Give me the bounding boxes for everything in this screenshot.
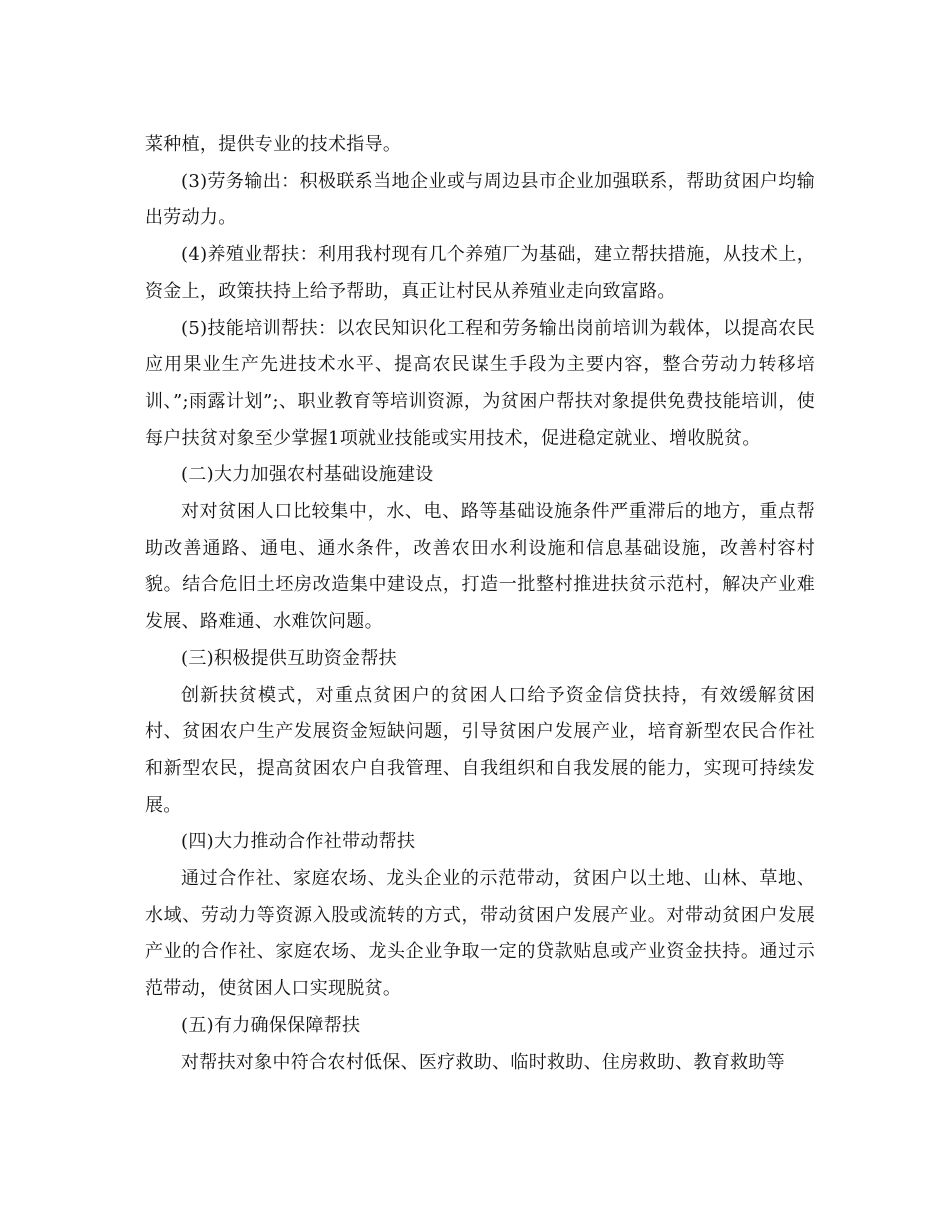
paragraph-labor-export: (3)劳务输出：积极联系当地企业或与周边县市企业加强联系，帮助贫困户均输出劳动力。 (145, 170, 815, 229)
paragraph-mutual-funds: 创新扶贫模式，对重点贫困户的贫困人口给予资金信贷扶持，有效缓解贫困村、贫困农户生产发展资金短缺问题，引导贫困户发展产业，培育新型农民合作社和新型农民，提高贫困农户自我管理、自我组织和自我发展的能力，实现可持续发展。 (145, 684, 815, 816)
paragraph-breeding-support: (4)养殖业帮扶：利用我村现有几个养殖厂为基础，建立帮扶措施，从技术上，资金上，政策扶持上给予帮助，真正让村民从养殖业走向致富路。 (145, 244, 815, 302)
paragraph-cooperative: 通过合作社、家庭农场、龙头企业的示范带动，贫困户以土地、山林、草地、水域、劳动力等资源入股或流转的方式，带动贫困户发展产业。对带动贫困户发展产业的合作社、家庭农场、龙头企业争取一定的贷款贴息或产业资金扶持。通过示范带动，使贫困人口实现脱贫。 (145, 868, 815, 1000)
paragraph-vegetable-guidance: 菜种植，提供专业的技术指导。 (145, 134, 402, 155)
document-body (145, 127, 815, 1081)
section-heading-cooperative: (四)大力推动合作社带动帮扶 (181, 831, 416, 853)
paragraph-skills-training: (5)技能培训帮扶：以农民知识化工程和劳务输出岗前培训为载体，以提高农民应用果业生产先进技术水平、提高农民谋生手段为主要内容，整合劳动力转移培训、”;雨露计划”;、职业教育等培训资源，为贫困户帮扶对象提供免费技能培训，使每户扶贫对象至少掌握1项就业技能或实用技术，促进稳定就业、增收脱贫。 (145, 317, 815, 449)
paragraph-security: 对帮扶对象中符合农村低保、医疗救助、临时救助、住房救助、教育救助等 (181, 1051, 785, 1073)
section-heading-mutual-funds: (三)积极提供互助资金帮扶 (181, 647, 397, 669)
section-heading-infrastructure: (二)大力加强农村基础设施建设 (181, 464, 434, 486)
section-heading-security: (五)有力确保保障帮扶 (181, 1014, 361, 1036)
paragraph-infrastructure: 对对贫困人口比较集中，水、电、路等基础设施条件严重滞后的地方，重点帮助改善通路、通电、通水条件，改善农田水利设施和信息基础设施，改善村容村貌。结合危旧土坯房改造集中建设点，打造一批整村推进扶贫示范村，解决产业难发展、路难通、水难饮问题。 (145, 501, 815, 633)
